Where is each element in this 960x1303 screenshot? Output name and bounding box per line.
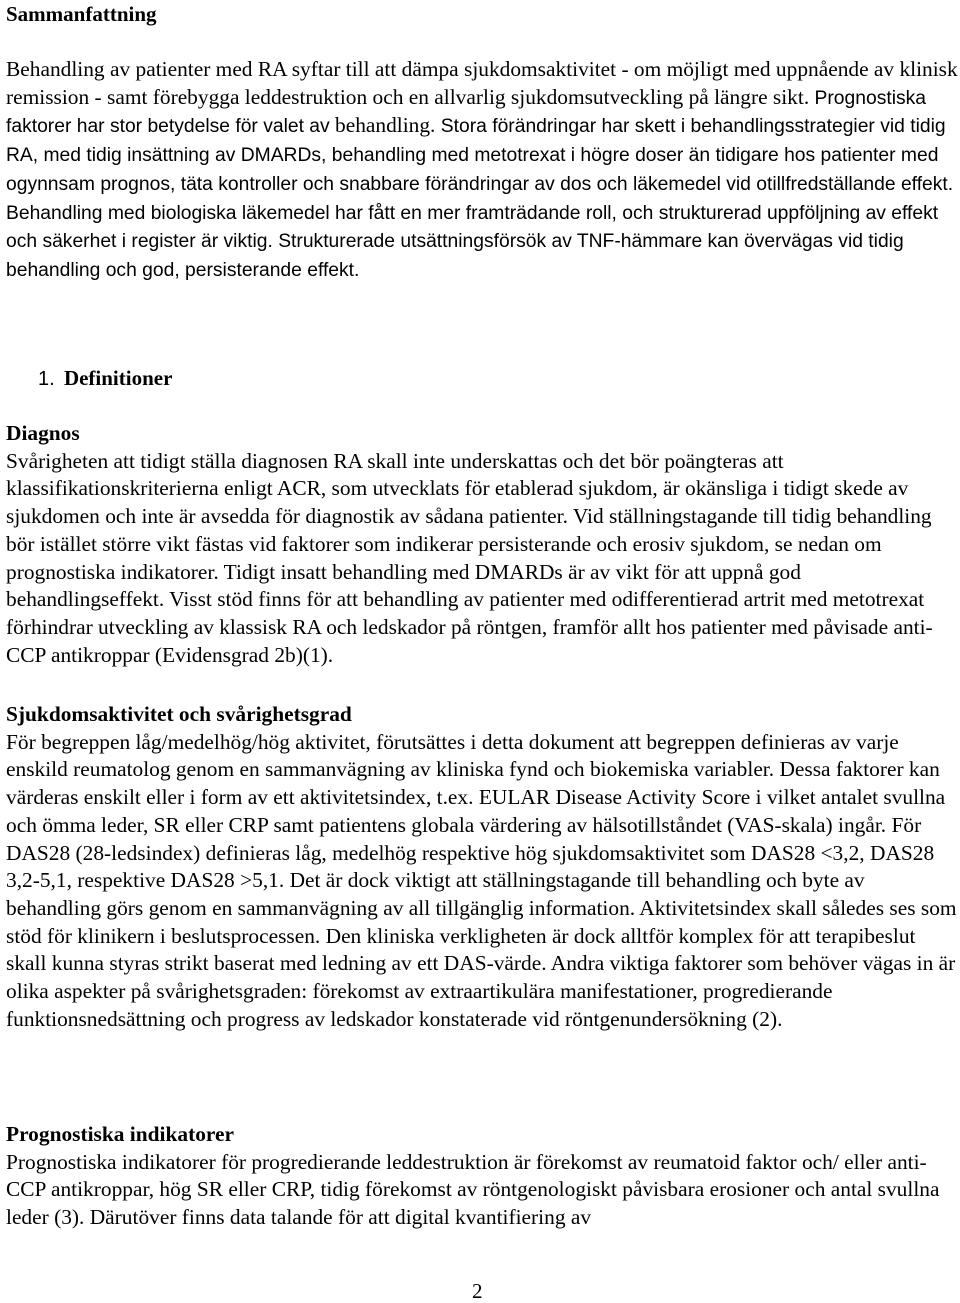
prognostiska-block bbox=[6, 1121, 958, 1232]
diagnos-block bbox=[6, 420, 958, 669]
aktivitet-heading: Sjukdomsaktivitet och svårighetsgrad bbox=[6, 702, 352, 726]
diagnos-heading: Diagnos bbox=[6, 421, 80, 445]
summary-paragraph-1 bbox=[6, 56, 958, 285]
summary-text-sans-1: Prognostiska faktorer har stor betydelse för valet av bbox=[6, 87, 926, 138]
summary-text-sans-2: Stora förändringar har skett i behandlingsstrategier vid tidig RA, med tidig insättning av DMARDs, behandling med metotrexat i högre doser än tidigare hos patienter med ogynnsam prognos, täta kontroller och snabbare förändringar av dos och läkemedel vid otillfredställande effekt. Behandling med biologiska läkemedel har fått en mer framträdande roll, och strukturerad uppföljning av effekt och säkerhet i register är viktig. Strukturerade utsättningsförsök av TNF-hämmare kan övervägas vid tidig behandling och god, persisterande effekt. bbox=[6, 116, 954, 281]
prognostiska-text: Prognostiska indikatorer för progredierande leddestruktion är förekomst av reumatoid faktor och/ eller anti-CCP antikroppar, hög SR eller CRP, tidig förekomst av röntgenologiskt påvisbara erosioner och antal svullna leder (3). Därutöver finns data talande för att digital kvantifiering av bbox=[6, 1149, 940, 1230]
section-title: Definitioner bbox=[63, 366, 173, 390]
prognostiska-heading: Prognostiska indikatorer bbox=[6, 1122, 234, 1146]
summary-text-serif-2: behandling. bbox=[335, 113, 436, 138]
summary-heading: Sammanfattning bbox=[6, 2, 157, 26]
section-heading bbox=[38, 364, 172, 393]
summary-text-serif: Behandling av patienter med RA syftar till att dämpa sjukdomsaktivitet - om möjligt med uppnående av klinisk remission - samt förebygga leddestruktion och en allvarlig sjukdomsutveckling på längre sikt. bbox=[6, 57, 958, 109]
diagnos-text: Svårigheten att tidigt ställa diagnosen RA skall inte underskattas och det bör poängteras att klassifikationskriterierna enligt ACR, som utvecklats för etablerad sjukdom, är okänsliga i tidigt skede av sjukdomen och inte är avsedda för diagnostik av sådana patienter. Vid ställningstagande till tidig behandling bör istället större vikt fästas vid faktorer som indikerar persisterande och erosiv sjukdom, se nedan om prognostiska indikatorer. Tidigt insatt behandling med DMARDs är av vikt för att uppnå god behandlingseffekt. Visst stöd finns för att behandling av patienter med odifferentierad artrit med metotrexat förhindrar utveckling av klassisk RA och ledskador på röntgen, framför allt hos patienter med påvisade anti-CCP antikroppar (Evidensgrad 2b)(1). bbox=[6, 448, 933, 667]
aktivitet-text: För begreppen låg/medelhög/hög aktivitet, förutsättes i detta dokument att begreppen definieras av varje enskild reumatolog genom en sammanvägning av kliniska fynd och biokemiska variabler. Dessa faktorer kan värderas enskilt eller i form av ett aktivitetsindex, t.ex. EULAR Disease Activity Score i vilket antalet svullna och ömma leder, SR eller CRP samt patientens globala värdering av hälsotillståndet (VAS-skala) ingår. För DAS28 (28-ledsindex) definieras låg, medelhög respektive hög sjukdomsaktivitet som DAS28 <3,2, DAS28 3,2-5,1, respektive DAS28 >5,1. Det är dock viktigt att ställningstagande till behandling och byte av behandling görs genom en sammanvägning av all tillgänglig information. Aktivitetsindex skall således ses som stöd för klinikern i beslutsprocessen. Den kliniska verkligheten är dock alltför komplex för att terapibeslut skall kunna styras strikt baserat med ledning av ett DAS-värde. Andra viktiga faktorer som behöver vägas in är olika aspekter på svårighetsgraden: förekomst av extraartikulära manifestationer, progredierande funktionsnedsättning och progress av ledskador konstaterade vid röntgenundersökning (2). bbox=[6, 729, 957, 1031]
section-number: 1. bbox=[38, 368, 55, 390]
aktivitet-block bbox=[6, 701, 958, 1033]
page-number: 2 bbox=[472, 1279, 483, 1303]
